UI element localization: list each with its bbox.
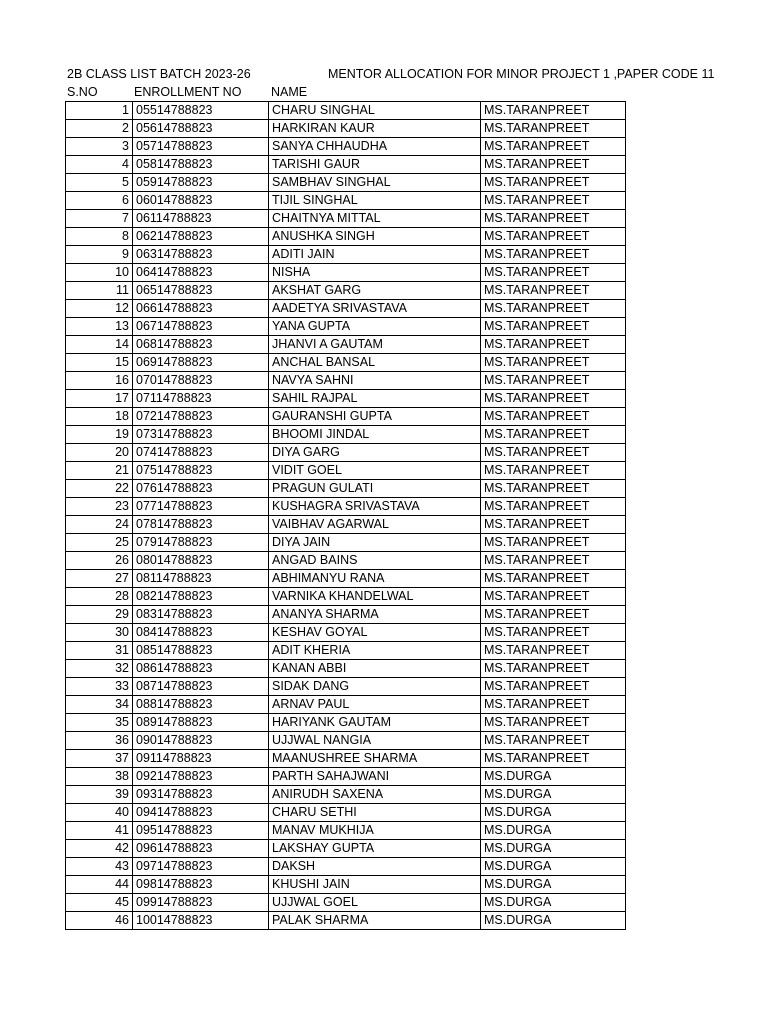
enrollment-cell: 08214788823 — [133, 588, 269, 606]
sno-cell: 33 — [66, 678, 133, 696]
mentor-cell: MS.TARANPREET — [481, 318, 626, 336]
student-name-cell: KHUSHI JAIN — [269, 876, 481, 894]
enrollment-cell: 08714788823 — [133, 678, 269, 696]
student-name-cell: VARNIKA KHANDELWAL — [269, 588, 481, 606]
table-row — [66, 516, 626, 534]
student-name-cell: SAMBHAV SINGHAL — [269, 174, 481, 192]
student-name-cell: AADETYA SRIVASTAVA — [269, 300, 481, 318]
student-name-cell: ADIT KHERIA — [269, 642, 481, 660]
student-name-cell: BHOOMI JINDAL — [269, 426, 481, 444]
table-row — [66, 318, 626, 336]
sno-cell: 8 — [66, 228, 133, 246]
mentor-cell: MS.TARANPREET — [481, 462, 626, 480]
enrollment-cell: 07014788823 — [133, 372, 269, 390]
mentor-cell: MS.TARANPREET — [481, 696, 626, 714]
sno-cell: 46 — [66, 912, 133, 930]
mentor-cell: MS.TARANPREET — [481, 642, 626, 660]
sno-cell: 2 — [66, 120, 133, 138]
mentor-cell: MS.TARANPREET — [481, 498, 626, 516]
mentor-allocation-title: MENTOR ALLOCATION FOR MINOR PROJECT 1 ,PAPER CODE 11 — [328, 67, 715, 81]
mentor-cell: MS.DURGA — [481, 840, 626, 858]
sno-cell: 7 — [66, 210, 133, 228]
student-name-cell: JHANVI A GAUTAM — [269, 336, 481, 354]
student-name-cell: YANA GUPTA — [269, 318, 481, 336]
sno-cell: 32 — [66, 660, 133, 678]
student-name-cell: KESHAV GOYAL — [269, 624, 481, 642]
student-name-cell: CHARU SINGHAL — [269, 102, 481, 120]
sno-cell: 12 — [66, 300, 133, 318]
enrollment-cell: 07214788823 — [133, 408, 269, 426]
sno-cell: 40 — [66, 804, 133, 822]
table-row — [66, 678, 626, 696]
enrollment-cell: 06614788823 — [133, 300, 269, 318]
table-row — [66, 750, 626, 768]
class-list-title: 2B CLASS LIST BATCH 2023-26 — [67, 67, 251, 81]
table-row — [66, 732, 626, 750]
mentor-cell: MS.TARANPREET — [481, 102, 626, 120]
sno-cell: 16 — [66, 372, 133, 390]
mentor-cell: MS.DURGA — [481, 768, 626, 786]
sno-cell: 21 — [66, 462, 133, 480]
student-name-cell: DAKSH — [269, 858, 481, 876]
mentor-cell: MS.TARANPREET — [481, 372, 626, 390]
sno-cell: 31 — [66, 642, 133, 660]
sno-cell: 13 — [66, 318, 133, 336]
student-name-cell: PARTH SAHAJWANI — [269, 768, 481, 786]
enrollment-cell: 06314788823 — [133, 246, 269, 264]
sno-cell: 24 — [66, 516, 133, 534]
enrollment-cell: 09714788823 — [133, 858, 269, 876]
sno-cell: 4 — [66, 156, 133, 174]
student-name-cell: PRAGUN GULATI — [269, 480, 481, 498]
sno-cell: 34 — [66, 696, 133, 714]
student-name-cell: MANAV MUKHIJA — [269, 822, 481, 840]
table-row — [66, 138, 626, 156]
sno-cell: 29 — [66, 606, 133, 624]
table-row — [66, 300, 626, 318]
table-body — [66, 102, 626, 930]
mentor-cell: MS.TARANPREET — [481, 300, 626, 318]
mentor-cell: MS.TARANPREET — [481, 444, 626, 462]
table-row — [66, 480, 626, 498]
student-name-cell: GAURANSHI GUPTA — [269, 408, 481, 426]
sno-cell: 18 — [66, 408, 133, 426]
enrollment-cell: 09314788823 — [133, 786, 269, 804]
table-row — [66, 804, 626, 822]
table-row — [66, 444, 626, 462]
sno-cell: 11 — [66, 282, 133, 300]
sno-cell: 30 — [66, 624, 133, 642]
student-name-cell: KANAN ABBI — [269, 660, 481, 678]
mentor-cell: MS.TARANPREET — [481, 246, 626, 264]
enrollment-cell: 09414788823 — [133, 804, 269, 822]
table-row — [66, 282, 626, 300]
sno-cell: 1 — [66, 102, 133, 120]
student-name-cell: ADITI JAIN — [269, 246, 481, 264]
enrollment-cell: 09914788823 — [133, 894, 269, 912]
table-row — [66, 390, 626, 408]
enrollment-cell: 07714788823 — [133, 498, 269, 516]
mentor-cell: MS.TARANPREET — [481, 210, 626, 228]
table-row — [66, 426, 626, 444]
table-row — [66, 228, 626, 246]
enrollment-cell: 05714788823 — [133, 138, 269, 156]
student-name-cell: CHARU SETHI — [269, 804, 481, 822]
student-mentor-table — [65, 101, 626, 930]
sno-cell: 17 — [66, 390, 133, 408]
sno-cell: 3 — [66, 138, 133, 156]
sno-cell: 14 — [66, 336, 133, 354]
mentor-cell: MS.TARANPREET — [481, 624, 626, 642]
mentor-cell: MS.TARANPREET — [481, 750, 626, 768]
enrollment-cell: 08314788823 — [133, 606, 269, 624]
table-row — [66, 534, 626, 552]
sno-cell: 37 — [66, 750, 133, 768]
sno-cell: 41 — [66, 822, 133, 840]
enrollment-cell: 07414788823 — [133, 444, 269, 462]
enrollment-cell: 07314788823 — [133, 426, 269, 444]
table-row — [66, 462, 626, 480]
enrollment-cell: 08514788823 — [133, 642, 269, 660]
sno-cell: 42 — [66, 840, 133, 858]
enrollment-cell: 08814788823 — [133, 696, 269, 714]
student-name-cell: SIDAK DANG — [269, 678, 481, 696]
student-name-cell: NISHA — [269, 264, 481, 282]
enrollment-cell: 06014788823 — [133, 192, 269, 210]
enrollment-cell: 09114788823 — [133, 750, 269, 768]
table-row — [66, 372, 626, 390]
student-name-cell: UJJWAL NANGIA — [269, 732, 481, 750]
sno-cell: 43 — [66, 858, 133, 876]
enrollment-cell: 09614788823 — [133, 840, 269, 858]
enrollment-cell: 05614788823 — [133, 120, 269, 138]
student-name-cell: ANCHAL BANSAL — [269, 354, 481, 372]
student-name-cell: ARNAV PAUL — [269, 696, 481, 714]
student-name-cell: DIYA JAIN — [269, 534, 481, 552]
enrollment-cell: 07114788823 — [133, 390, 269, 408]
sno-cell: 19 — [66, 426, 133, 444]
sno-cell: 22 — [66, 480, 133, 498]
column-header-sno: S.NO — [67, 85, 98, 99]
mentor-cell: MS.TARANPREET — [481, 156, 626, 174]
student-name-cell: ABHIMANYU RANA — [269, 570, 481, 588]
table-row — [66, 354, 626, 372]
enrollment-cell: 06514788823 — [133, 282, 269, 300]
student-name-cell: TARISHI GAUR — [269, 156, 481, 174]
mentor-cell: MS.TARANPREET — [481, 660, 626, 678]
enrollment-cell: 07514788823 — [133, 462, 269, 480]
student-name-cell: HARKIRAN KAUR — [269, 120, 481, 138]
student-name-cell: NAVYA SAHNI — [269, 372, 481, 390]
sno-cell: 6 — [66, 192, 133, 210]
table-row — [66, 552, 626, 570]
mentor-cell: MS.TARANPREET — [481, 192, 626, 210]
enrollment-cell: 05514788823 — [133, 102, 269, 120]
mentor-cell: MS.TARANPREET — [481, 336, 626, 354]
table-row — [66, 876, 626, 894]
mentor-cell: MS.TARANPREET — [481, 714, 626, 732]
mentor-cell: MS.DURGA — [481, 894, 626, 912]
enrollment-cell: 09814788823 — [133, 876, 269, 894]
enrollment-cell: 06814788823 — [133, 336, 269, 354]
student-name-cell: VAIBHAV AGARWAL — [269, 516, 481, 534]
table-row — [66, 570, 626, 588]
table-row — [66, 624, 626, 642]
sno-cell: 23 — [66, 498, 133, 516]
student-name-cell: CHAITNYA MITTAL — [269, 210, 481, 228]
table-row — [66, 192, 626, 210]
enrollment-cell: 05914788823 — [133, 174, 269, 192]
student-name-cell: SAHIL RAJPAL — [269, 390, 481, 408]
student-name-cell: VIDIT GOEL — [269, 462, 481, 480]
sno-cell: 35 — [66, 714, 133, 732]
sno-cell: 10 — [66, 264, 133, 282]
table-row — [66, 858, 626, 876]
enrollment-cell: 08114788823 — [133, 570, 269, 588]
table-row — [66, 336, 626, 354]
mentor-cell: MS.TARANPREET — [481, 354, 626, 372]
sno-cell: 45 — [66, 894, 133, 912]
student-name-cell: ANUSHKA SINGH — [269, 228, 481, 246]
table-row — [66, 210, 626, 228]
table-row — [66, 588, 626, 606]
enrollment-cell: 07914788823 — [133, 534, 269, 552]
enrollment-cell: 05814788823 — [133, 156, 269, 174]
enrollment-cell: 09014788823 — [133, 732, 269, 750]
enrollment-cell: 08014788823 — [133, 552, 269, 570]
table-row — [66, 660, 626, 678]
student-name-cell: LAKSHAY GUPTA — [269, 840, 481, 858]
sno-cell: 28 — [66, 588, 133, 606]
table-row — [66, 696, 626, 714]
mentor-cell: MS.TARANPREET — [481, 588, 626, 606]
enrollment-cell: 06114788823 — [133, 210, 269, 228]
mentor-cell: MS.TARANPREET — [481, 570, 626, 588]
student-name-cell: ANIRUDH SAXENA — [269, 786, 481, 804]
student-name-cell: AKSHAT GARG — [269, 282, 481, 300]
enrollment-cell: 08414788823 — [133, 624, 269, 642]
table-row — [66, 912, 626, 930]
sno-cell: 44 — [66, 876, 133, 894]
sno-cell: 5 — [66, 174, 133, 192]
mentor-cell: MS.DURGA — [481, 912, 626, 930]
sno-cell: 9 — [66, 246, 133, 264]
mentor-cell: MS.TARANPREET — [481, 408, 626, 426]
mentor-cell: MS.TARANPREET — [481, 138, 626, 156]
student-name-cell: KUSHAGRA SRIVASTAVA — [269, 498, 481, 516]
sno-cell: 20 — [66, 444, 133, 462]
table-row — [66, 408, 626, 426]
table-row — [66, 246, 626, 264]
table-row — [66, 120, 626, 138]
enrollment-cell: 06714788823 — [133, 318, 269, 336]
sno-cell: 26 — [66, 552, 133, 570]
student-name-cell: PALAK SHARMA — [269, 912, 481, 930]
table-row — [66, 894, 626, 912]
mentor-cell: MS.DURGA — [481, 786, 626, 804]
mentor-cell: MS.TARANPREET — [481, 678, 626, 696]
mentor-cell: MS.DURGA — [481, 876, 626, 894]
table-row — [66, 102, 626, 120]
enrollment-cell: 07814788823 — [133, 516, 269, 534]
table-row — [66, 768, 626, 786]
mentor-cell: MS.DURGA — [481, 822, 626, 840]
student-name-cell: ANANYA SHARMA — [269, 606, 481, 624]
mentor-cell: MS.TARANPREET — [481, 732, 626, 750]
enrollment-cell: 08914788823 — [133, 714, 269, 732]
enrollment-cell: 06214788823 — [133, 228, 269, 246]
table-row — [66, 498, 626, 516]
sno-cell: 27 — [66, 570, 133, 588]
table-row — [66, 714, 626, 732]
student-name-cell: TIJIL SINGHAL — [269, 192, 481, 210]
mentor-cell: MS.TARANPREET — [481, 174, 626, 192]
enrollment-cell: 08614788823 — [133, 660, 269, 678]
enrollment-cell: 06914788823 — [133, 354, 269, 372]
sno-cell: 15 — [66, 354, 133, 372]
table-row — [66, 822, 626, 840]
enrollment-cell: 10014788823 — [133, 912, 269, 930]
mentor-cell: MS.TARANPREET — [481, 228, 626, 246]
enrollment-cell: 09514788823 — [133, 822, 269, 840]
mentor-cell: MS.TARANPREET — [481, 426, 626, 444]
mentor-cell: MS.DURGA — [481, 804, 626, 822]
sno-cell: 36 — [66, 732, 133, 750]
table-row — [66, 264, 626, 282]
mentor-cell: MS.TARANPREET — [481, 282, 626, 300]
mentor-cell: MS.TARANPREET — [481, 606, 626, 624]
mentor-cell: MS.TARANPREET — [481, 534, 626, 552]
column-header-enrollment: ENROLLMENT NO — [134, 85, 242, 99]
mentor-cell: MS.TARANPREET — [481, 120, 626, 138]
mentor-cell: MS.TARANPREET — [481, 552, 626, 570]
table-row — [66, 642, 626, 660]
student-name-cell: MAANUSHREE SHARMA — [269, 750, 481, 768]
sno-cell: 39 — [66, 786, 133, 804]
table-row — [66, 156, 626, 174]
enrollment-cell: 06414788823 — [133, 264, 269, 282]
enrollment-cell: 09214788823 — [133, 768, 269, 786]
student-name-cell: UJJWAL GOEL — [269, 894, 481, 912]
mentor-cell: MS.DURGA — [481, 858, 626, 876]
column-header-name: NAME — [271, 85, 308, 99]
sno-cell: 38 — [66, 768, 133, 786]
sno-cell: 25 — [66, 534, 133, 552]
enrollment-cell: 07614788823 — [133, 480, 269, 498]
table-row — [66, 840, 626, 858]
table-row — [66, 606, 626, 624]
mentor-cell: MS.TARANPREET — [481, 480, 626, 498]
student-name-cell: DIYA GARG — [269, 444, 481, 462]
mentor-cell: MS.TARANPREET — [481, 516, 626, 534]
student-name-cell: SANYA CHHAUDHA — [269, 138, 481, 156]
mentor-cell: MS.TARANPREET — [481, 264, 626, 282]
student-name-cell: HARIYANK GAUTAM — [269, 714, 481, 732]
table-row — [66, 174, 626, 192]
student-name-cell: ANGAD BAINS — [269, 552, 481, 570]
mentor-cell: MS.TARANPREET — [481, 390, 626, 408]
table-row — [66, 786, 626, 804]
